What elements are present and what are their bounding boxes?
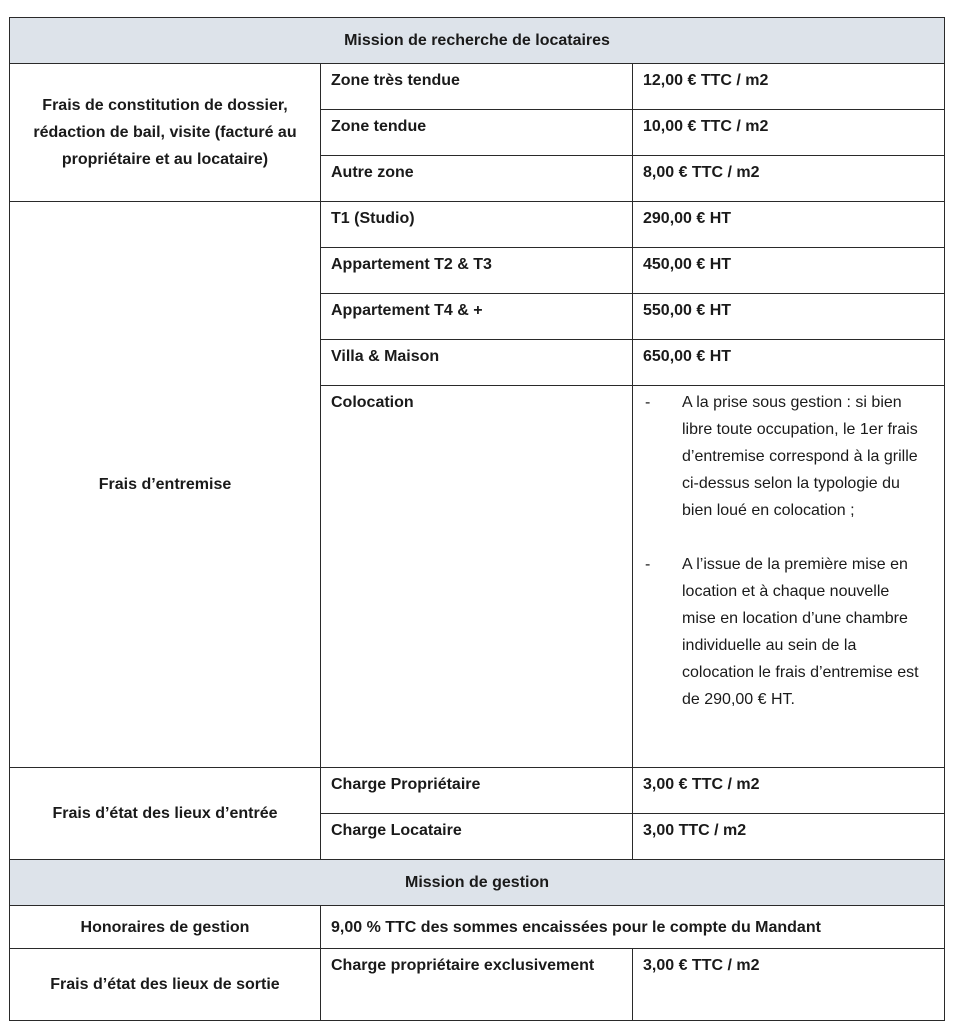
- table-row: [10, 64, 945, 110]
- section-header-recherche: [10, 18, 945, 64]
- row-value: 12,00 € TTC / m2: [633, 64, 945, 110]
- row-label: Autre zone: [321, 156, 633, 202]
- section-header-gestion: [10, 860, 945, 906]
- row-value: 3,00 TTC / m2: [633, 814, 945, 860]
- row-value: 450,00 € HT: [633, 248, 945, 294]
- table-row: [10, 768, 945, 814]
- colocation-notes-cell: [633, 386, 945, 768]
- row-label: Appartement T2 & T3: [321, 248, 633, 294]
- honoraires-value: 9,00 % TTC des sommes encaissées pour le compte du Mandant: [321, 906, 945, 949]
- category-honoraires: Honoraires de gestion: [10, 906, 321, 949]
- category-entremise: Frais d’entremise: [10, 202, 321, 768]
- row-value: 3,00 € TTC / m2: [633, 768, 945, 814]
- fee-table: [9, 17, 945, 1021]
- category-constitution: Frais de constitution de dossier, rédaction de bail, visite (facturé au propriétaire et au locataire): [10, 64, 321, 202]
- row-value: 8,00 € TTC / m2: [633, 156, 945, 202]
- table-row: [10, 949, 945, 1021]
- category-sortie: Frais d’état des lieux de sortie: [10, 949, 321, 1021]
- table-row: [10, 906, 945, 949]
- row-label: Colocation: [321, 386, 633, 768]
- row-label: Villa & Maison: [321, 340, 633, 386]
- row-label: T1 (Studio): [321, 202, 633, 248]
- row-label: Zone tendue: [321, 110, 633, 156]
- row-label: Charge Locataire: [321, 814, 633, 860]
- row-value: 10,00 € TTC / m2: [633, 110, 945, 156]
- row-value: 550,00 € HT: [633, 294, 945, 340]
- row-value: 290,00 € HT: [633, 202, 945, 248]
- section-title-recherche: Mission de recherche de locataires: [10, 18, 945, 64]
- fee-schedule: [9, 17, 944, 1021]
- table-row: [10, 202, 945, 248]
- row-value: 3,00 € TTC / m2: [633, 949, 945, 1021]
- colocation-notes: [633, 386, 944, 713]
- section-title-gestion: Mission de gestion: [10, 860, 945, 906]
- row-label: Zone très tendue: [321, 64, 633, 110]
- row-label: Charge Propriétaire: [321, 768, 633, 814]
- list-item: - A l’issue de la première mise en location et à chaque nouvelle mise en location d’une chambre individuelle au sein de la colocation le frais d’entremise est de 290,00 € HT.: [643, 551, 924, 713]
- row-value: 650,00 € HT: [633, 340, 945, 386]
- row-label: Charge propriétaire exclusivement: [321, 949, 633, 1021]
- row-label: Appartement T4 & +: [321, 294, 633, 340]
- category-entree: Frais d’état des lieux d’entrée: [10, 768, 321, 860]
- list-item: - A la prise sous gestion : si bien libre toute occupation, le 1er frais d’entremise correspond à la grille ci-dessus selon la typologie du bien loué en colocation ;: [643, 389, 924, 524]
